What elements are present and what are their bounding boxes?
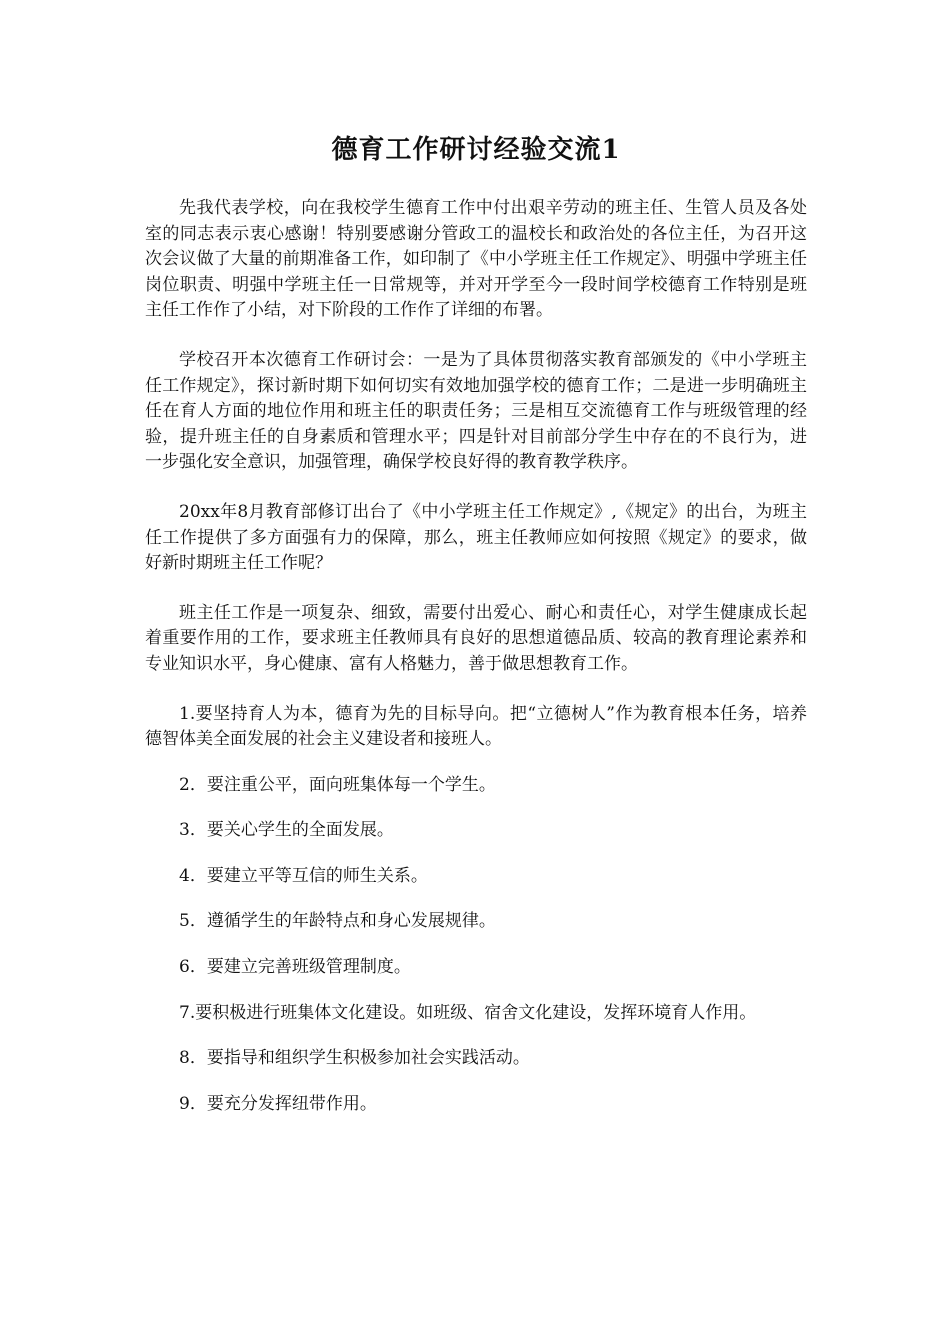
list-item-1: 1.要坚持育人为本，德育为先的目标导向。把“立德树人”作为教育根本任务，培养德智体美全面发展的社会主义建设者和接班人。 — [145, 703, 807, 750]
document-title: 德育工作研讨经验交流1 — [331, 135, 621, 165]
list-item-6: 6．要建立完善班级管理制度。 — [179, 957, 411, 978]
list-item-3: 3．要关心学生的全面发展。 — [179, 820, 394, 841]
list-item-4: 4．要建立平等互信的师生关系。 — [179, 865, 428, 886]
list-item-9: 9．要充分发挥纽带作用。 — [179, 1093, 377, 1114]
paragraph-4: 班主任工作是一项复杂、细致，需要付出爱心、耐心和责任心，对学生健康成长起着重要作用的工作，要求班主任教师具有良好的思想道德品质、较高的教育理论素养和专业知识水平，身心健康、富有人格魅力，善于做思想教育工作。 — [145, 602, 807, 674]
paragraph-3: 20xx年8月教育部修订出台了《中小学班主任工作规定》,《规定》的出台，为班主任工作提供了多方面强有力的保障，那么，班主任教师应如何按照《规定》的要求，做好新时期班主任工作呢？ — [145, 501, 807, 574]
paragraph-2: 学校召开本次德育工作研讨会：一是为了具体贯彻落实教育部颁发的《中小学班主任工作规定》，探讨新时期下如何切实有效地加强学校的德育工作；二是进一步明确班主任在育人方面的地位作用和班主任的职责任务；三是相互交流德育工作与班级管理的经验，提升班主任的自身素质和管理水平；四是针对目前部分学生中存在的不良行为，进一步强化安全意识，加强管理，确保学校良好得的教育教学秩序。 — [145, 349, 807, 473]
document-page — [145, 128, 807, 1137]
list-item-7: 7.要积极进行班集体文化建设。如班级、宿舍文化建设，发挥环境育人作用。 — [179, 1002, 757, 1023]
paragraph-1: 先我代表学校，向在我校学生德育工作中付出艰辛劳动的班主任、生管人员及各处室的同志表示衷心感谢！特别要感谢分管政工的温校长和政治处的各位主任，为召开这次会议做了大量的前期准备工作，如印制了《中小学班主任工作规定》、明强中学班主任岗位职责、明强中学班主任一日常规等，并对开学至今一段时间学校德育工作特别是班主任工作作了小结，对下阶段的工作作了详细的布署。 — [145, 198, 807, 321]
list-item-8: 8．要指导和组织学生积极参加社会实践活动。 — [179, 1048, 530, 1069]
list-item-5: 5．遵循学生的年龄特点和身心发展规律。 — [179, 911, 496, 932]
list-item-2: 2．要注重公平，面向班集体每一个学生。 — [179, 774, 496, 795]
